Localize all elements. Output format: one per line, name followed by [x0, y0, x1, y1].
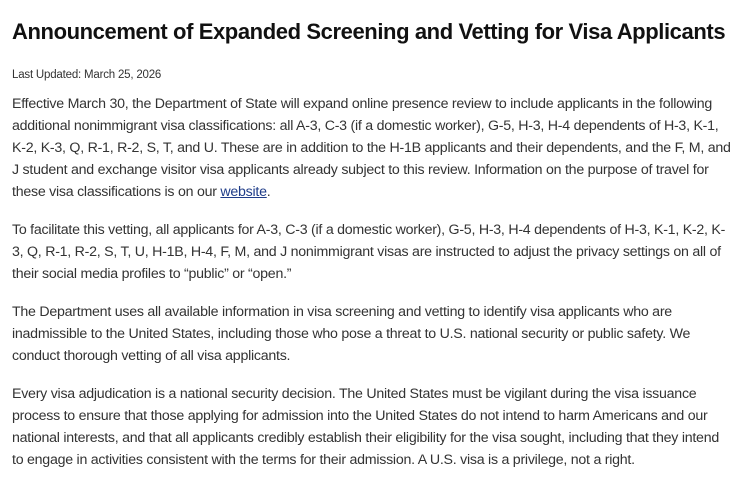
paragraph-national-security: Every visa adjudication is a national security decision. The United States must be vigilant during the visa issuance process to ensure that those applying for admission into the United States do not intend to harm Americans and our national interests, and that all applicants credibly establish their eligibility for the visa sought, including that they intend to engage in activities consistent with the terms for their admission. A U.S. visa is a privilege, not a right. [12, 386, 719, 468]
page-title: Announcement of Expanded Screening and Vetting for Visa Applicants [12, 19, 726, 44]
paragraph-text: Effective March 30, the Department of State will expand online presence review to include applicants in the following additional nonimmigrant visa classifications: all A-3, C-3 (if a domestic worker), G-5, H-3, H-4 dependents of H-3, K-1, K-2, K-3, Q, R-1, R-2, S, T, and U. These are in addition to the H-1B applicants and their dependents, and the F, M, and J student and exchange visitor visa applicants already subject to this review. Information on the purpose of travel for these visa classifications is on our [12, 96, 731, 200]
paragraph-screening-info: The Department uses all available information in visa screening and vetting to identify visa applicants who are inadmissible to the United States, including those who pose a threat to U.S. national security or public safety. We conduct thorough vetting of all visa applicants. [12, 304, 691, 364]
website-link[interactable]: website [220, 184, 267, 200]
paragraph-online-presence-review [12, 93, 731, 203]
last-updated-date: Last Updated: March 25, 2026 [12, 69, 162, 81]
paragraph-text-end: . [266, 184, 271, 200]
paragraph-privacy-settings: To facilitate this vetting, all applicants for A-3, C-3 (if a domestic worker), G-5, H-3, H-4 dependents of H-3, K-1, K-2, K-3, Q, R-1, R-2, S, T, U, H-1B, H-4, F, M, and J nonimmigrant visas are instructed to adjust the privacy settings on all of their social media profiles to “public” or “open.” [12, 222, 726, 282]
